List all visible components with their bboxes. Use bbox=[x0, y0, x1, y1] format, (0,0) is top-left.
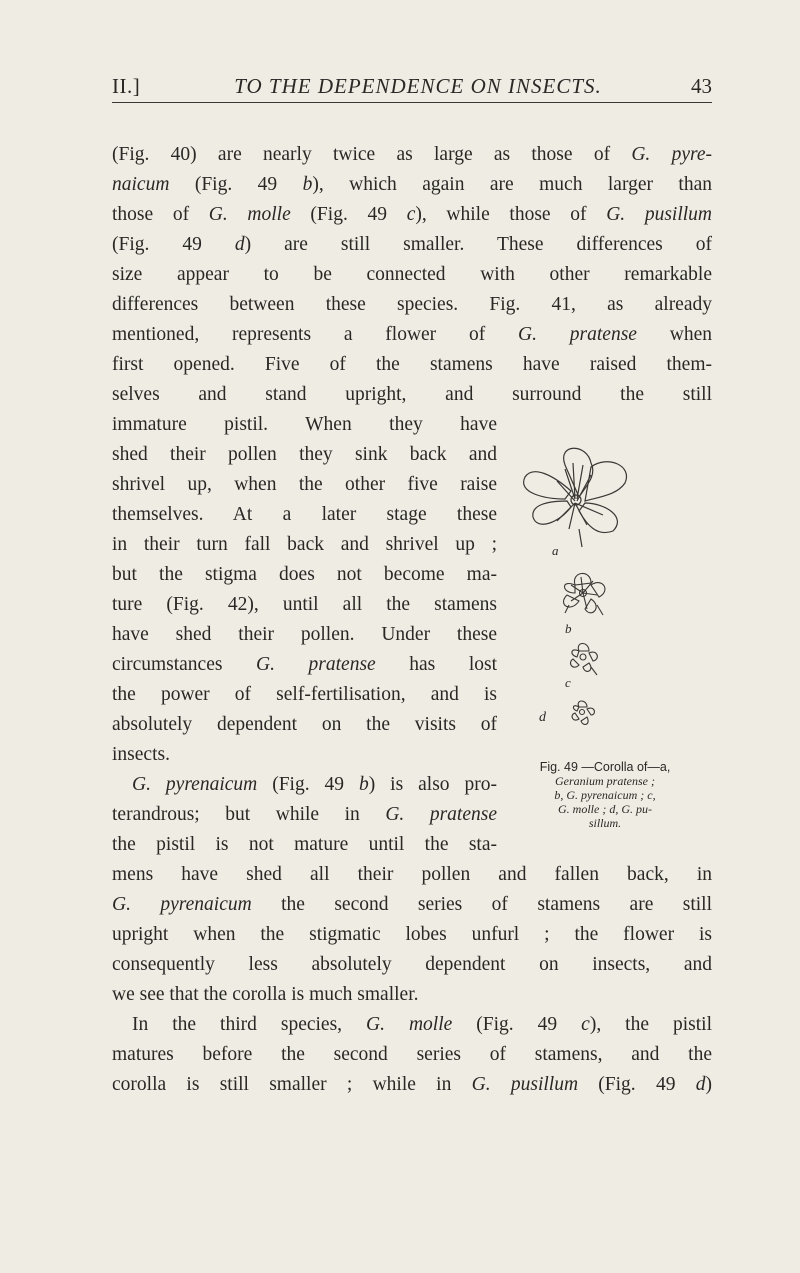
label-b: b bbox=[565, 621, 572, 636]
italic-text: G. pratense bbox=[518, 324, 637, 345]
corolla-illustrations bbox=[487, 445, 712, 735]
caption-line: G. molle ; d, G. pu- bbox=[558, 802, 652, 816]
text-line bbox=[112, 140, 712, 170]
text-run: ) bbox=[705, 1074, 712, 1095]
text-line bbox=[112, 440, 497, 470]
text-run: has lost bbox=[375, 654, 497, 675]
text-run: ), which again are much larger than bbox=[312, 174, 712, 195]
italic-text: G. pusillum bbox=[606, 204, 713, 225]
text-run: (Fig. 49 bbox=[578, 1074, 696, 1095]
text-line bbox=[112, 260, 712, 290]
text-line bbox=[112, 1040, 712, 1070]
italic-text: naicum bbox=[112, 174, 170, 195]
text-line bbox=[112, 200, 712, 230]
text-line bbox=[112, 470, 497, 500]
text-run: first opened. Five of the stamens have raised them- bbox=[112, 354, 712, 375]
text-run: (Fig. 49 bbox=[112, 234, 235, 255]
text-line bbox=[112, 620, 497, 650]
label-d: d bbox=[539, 710, 546, 725]
text-line bbox=[112, 320, 712, 350]
running-title: TO THE DEPENDENCE ON INSECTS. bbox=[234, 74, 602, 98]
text-run: the power of self-fertilisation, and is bbox=[112, 684, 497, 705]
text-line bbox=[112, 980, 712, 1010]
text-run: ) are still smaller. These differences of bbox=[244, 234, 712, 255]
italic-text: b bbox=[302, 174, 313, 195]
chapter-number: II.] bbox=[112, 74, 141, 98]
text-line bbox=[112, 890, 712, 920]
italic-text: G. pratense bbox=[385, 804, 497, 825]
text-run: corolla is still smaller ; while in bbox=[112, 1074, 472, 1095]
text-run: immature pistil. When they have bbox=[112, 414, 497, 435]
text-line bbox=[112, 590, 497, 620]
text-run: differences between these species. Fig. 41, as already bbox=[112, 294, 712, 315]
text-line bbox=[112, 740, 497, 770]
text-run: the second series of stamens are still bbox=[251, 894, 713, 915]
page-number: 43 bbox=[691, 74, 712, 98]
text-run: shrivel up, when the other five raise bbox=[112, 474, 497, 495]
label-c: c bbox=[565, 675, 571, 690]
text-run: (Fig. 49 bbox=[452, 1014, 582, 1035]
italic-text: b bbox=[358, 774, 369, 795]
text-line bbox=[112, 770, 497, 800]
text-line bbox=[112, 170, 712, 200]
text-run: circumstances bbox=[112, 654, 257, 675]
text-line bbox=[112, 800, 497, 830]
text-line bbox=[112, 680, 497, 710]
text-run: in their turn fall back and shrivel up ; bbox=[112, 534, 497, 555]
text-run: themselves. At a later stage these bbox=[112, 504, 497, 525]
caption-line: Geranium pratense ; bbox=[555, 774, 655, 788]
text-run: shed their pollen they sink back and bbox=[112, 444, 497, 465]
italic-text: d bbox=[234, 234, 245, 255]
text-run: when bbox=[636, 324, 712, 345]
text-run: insects. bbox=[112, 744, 170, 765]
text-run: In the third species, bbox=[132, 1014, 367, 1035]
text-run: ), the pistil bbox=[589, 1014, 713, 1035]
text-line bbox=[112, 530, 497, 560]
italic-text: G. pyrenaicum bbox=[132, 774, 258, 795]
text-run: mens have shed all their pollen and fallen back, in bbox=[112, 864, 712, 885]
italic-text: c bbox=[581, 1014, 590, 1035]
text-line bbox=[112, 830, 497, 860]
corolla-c bbox=[571, 644, 598, 676]
corolla-d bbox=[572, 701, 594, 724]
text-line bbox=[112, 230, 712, 260]
text-run: have shed their pollen. Under these bbox=[112, 624, 497, 645]
text-line bbox=[112, 560, 497, 590]
text-line bbox=[112, 380, 712, 410]
label-a: a bbox=[552, 543, 559, 558]
italic-text: G. pusillum bbox=[471, 1074, 579, 1095]
text-run: ) is also pro- bbox=[368, 774, 497, 795]
text-line bbox=[112, 650, 497, 680]
italic-text: G. pyrenaicum bbox=[112, 894, 252, 915]
figure-49 bbox=[487, 445, 712, 735]
text-run: we see that the corolla is much smaller. bbox=[112, 984, 419, 1005]
text-line bbox=[112, 920, 712, 950]
text-run: ), while those of bbox=[415, 204, 607, 225]
italic-text: d bbox=[695, 1074, 706, 1095]
text-run: (Fig. 40) are nearly twice as large as those of bbox=[112, 144, 632, 165]
text-run: size appear to be connected with other remarkable bbox=[112, 264, 712, 285]
text-run: matures before the second series of stamens, and the bbox=[112, 1044, 712, 1065]
corolla-a bbox=[524, 448, 627, 547]
text-line bbox=[112, 1070, 712, 1100]
italic-text: G. pyre- bbox=[631, 144, 712, 165]
header-rule bbox=[112, 102, 712, 103]
italic-text: G. molle bbox=[208, 204, 291, 225]
italic-text: G. pratense bbox=[256, 654, 376, 675]
corolla-b bbox=[564, 573, 605, 615]
text-line bbox=[112, 1010, 712, 1040]
caption-line: sillum. bbox=[588, 816, 622, 830]
text-run: consequently less absolutely dependent on insects, and bbox=[112, 954, 712, 975]
text-run: those of bbox=[112, 204, 209, 225]
caption-line: Fig. 49 —Corolla of—a, bbox=[539, 760, 671, 774]
text-run: selves and stand upright, and surround the still bbox=[112, 384, 712, 405]
text-line bbox=[112, 860, 712, 890]
italic-text: G. molle bbox=[366, 1014, 453, 1035]
text-run: but the stigma does not become ma- bbox=[112, 564, 497, 585]
text-line bbox=[112, 350, 712, 380]
text-run: (Fig. 49 bbox=[290, 204, 407, 225]
text-line bbox=[112, 710, 497, 740]
text-run: upright when the stigmatic lobes unfurl ; the flower is bbox=[112, 924, 712, 945]
text-run: mentioned, represents a flower of bbox=[112, 324, 519, 345]
text-line bbox=[112, 500, 497, 530]
text-line bbox=[112, 950, 712, 980]
text-run: absolutely dependent on the visits of bbox=[112, 714, 497, 735]
text-run: the pistil is not mature until the sta- bbox=[112, 834, 497, 855]
caption-line: b, G. pyrenaicum ; c, bbox=[554, 788, 656, 802]
text-run: ture (Fig. 42), until all the stamens bbox=[112, 594, 497, 615]
text-line bbox=[112, 410, 497, 440]
text-line bbox=[112, 290, 712, 320]
text-run: terandrous; but while in bbox=[112, 804, 386, 825]
italic-text: c bbox=[406, 204, 416, 225]
text-run: (Fig. 49 bbox=[257, 774, 359, 795]
text-run: (Fig. 49 bbox=[169, 174, 303, 195]
figure-caption bbox=[500, 760, 710, 830]
